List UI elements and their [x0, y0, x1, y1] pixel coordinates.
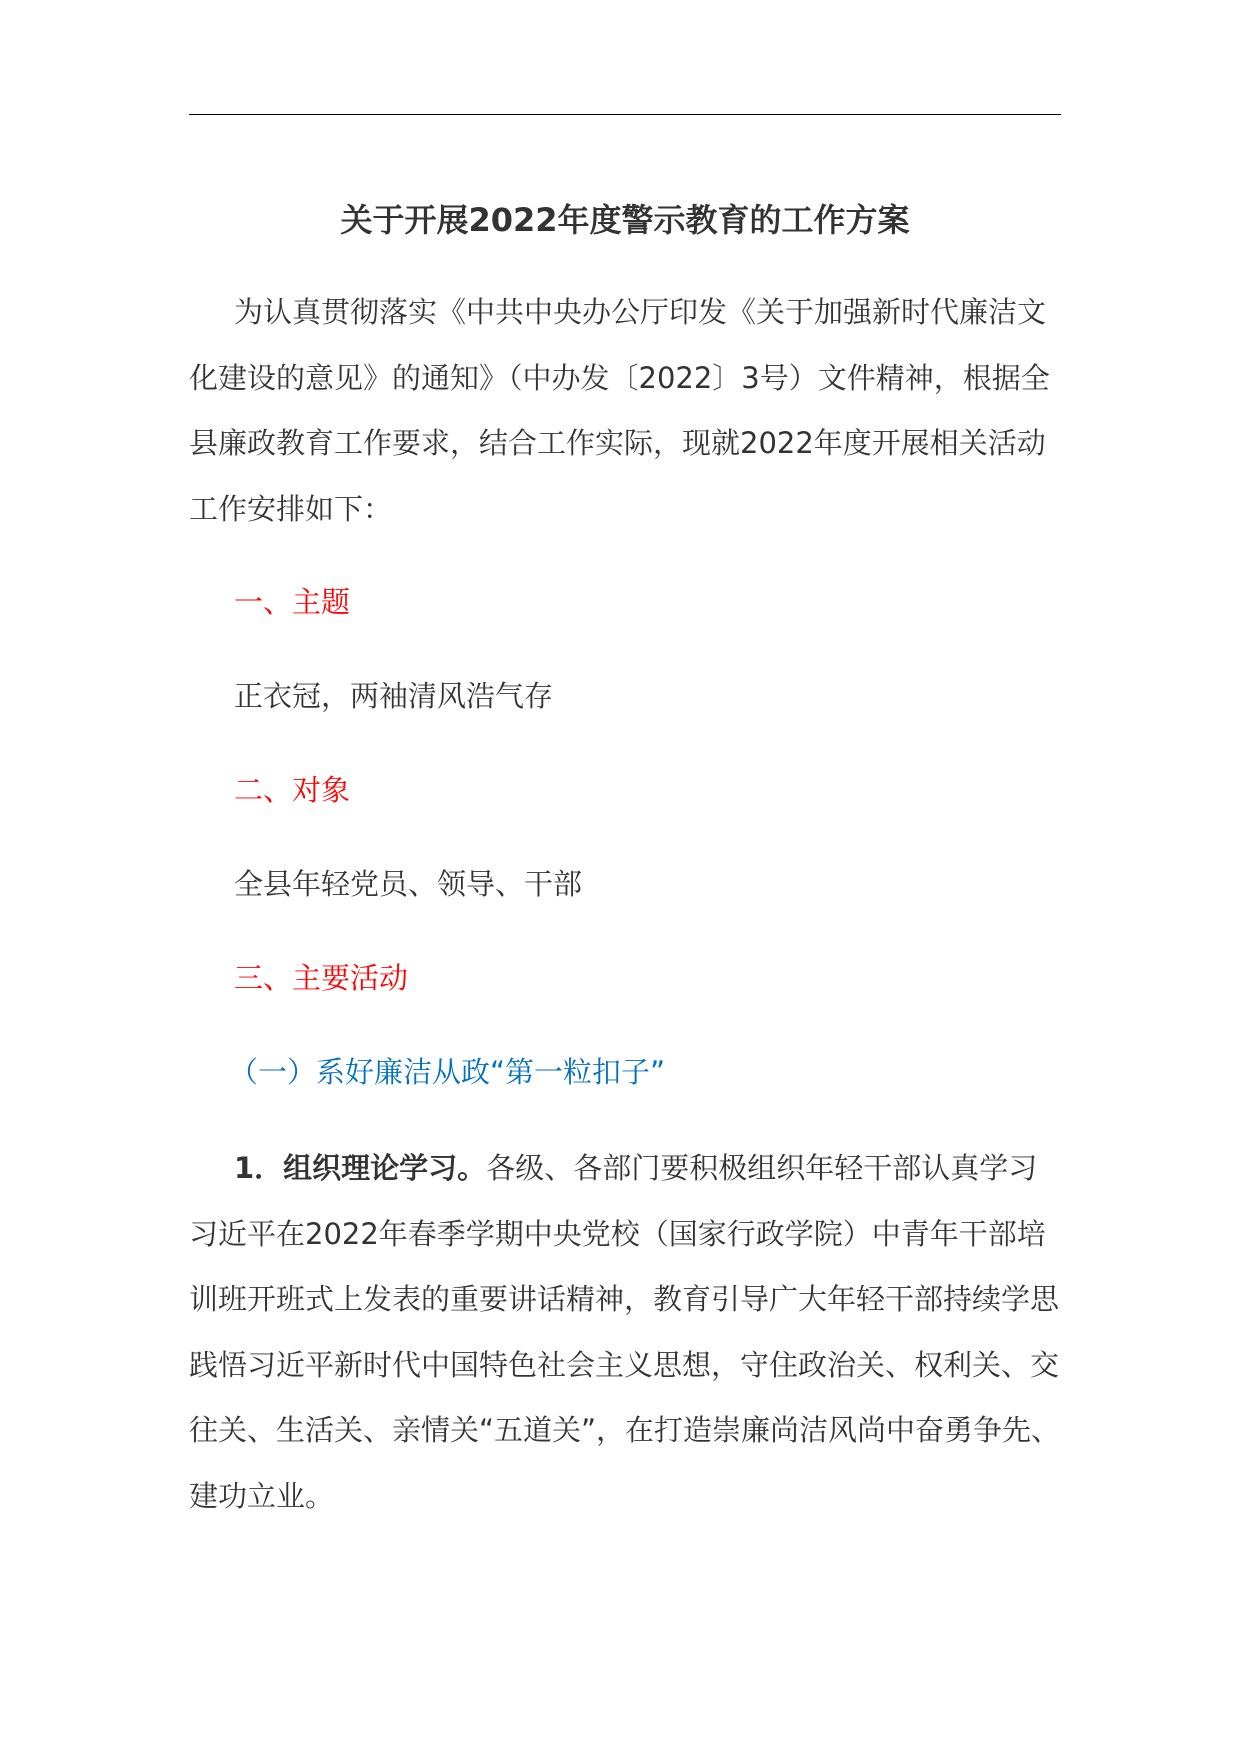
section-heading-target: 二、对象	[234, 773, 351, 807]
section-content-target: 全县年轻党员、领导、干部	[234, 867, 583, 901]
section-heading-activities: 三、主要活动	[234, 961, 409, 995]
document-title: 关于开展2022年度警示教育的工作方案	[340, 201, 910, 239]
item-label: 1．组织理论学习。	[234, 1151, 487, 1185]
section-content-theme: 正衣冠，两袖清风浩气存	[234, 679, 554, 713]
item-text: 各级、各部门要积极组织年轻干部认真学习习近平在2022年春季学期中央党校（国家行政学院）中青年干部培训班开班式上发表的重要讲话精神，教育引导广大年轻干部持续学思践悟习近平新时代中国特色社会主义思想，守住政治关、权利关、交往关、生活关、亲情关“五道关”，在打造崇廉尚洁风尚中奋勇争先、建功立业。	[189, 1151, 1061, 1513]
section-heading-theme: 一、主题	[234, 585, 351, 619]
header-rule	[189, 114, 1061, 115]
subsection-heading: （一）系好廉洁从政“第一粒扣子”	[229, 1055, 666, 1089]
intro-paragraph: 为认真贯彻落实《中共中央办公厅印发《关于加强新时代廉洁文化建设的意见》的通知》（中办发〔2022〕3号）文件精神，根据全县廉政教育工作要求，结合工作实际，现就2022年度开展相关活动工作安排如下：	[189, 295, 1050, 526]
item-paragraph	[189, 1136, 1061, 1529]
